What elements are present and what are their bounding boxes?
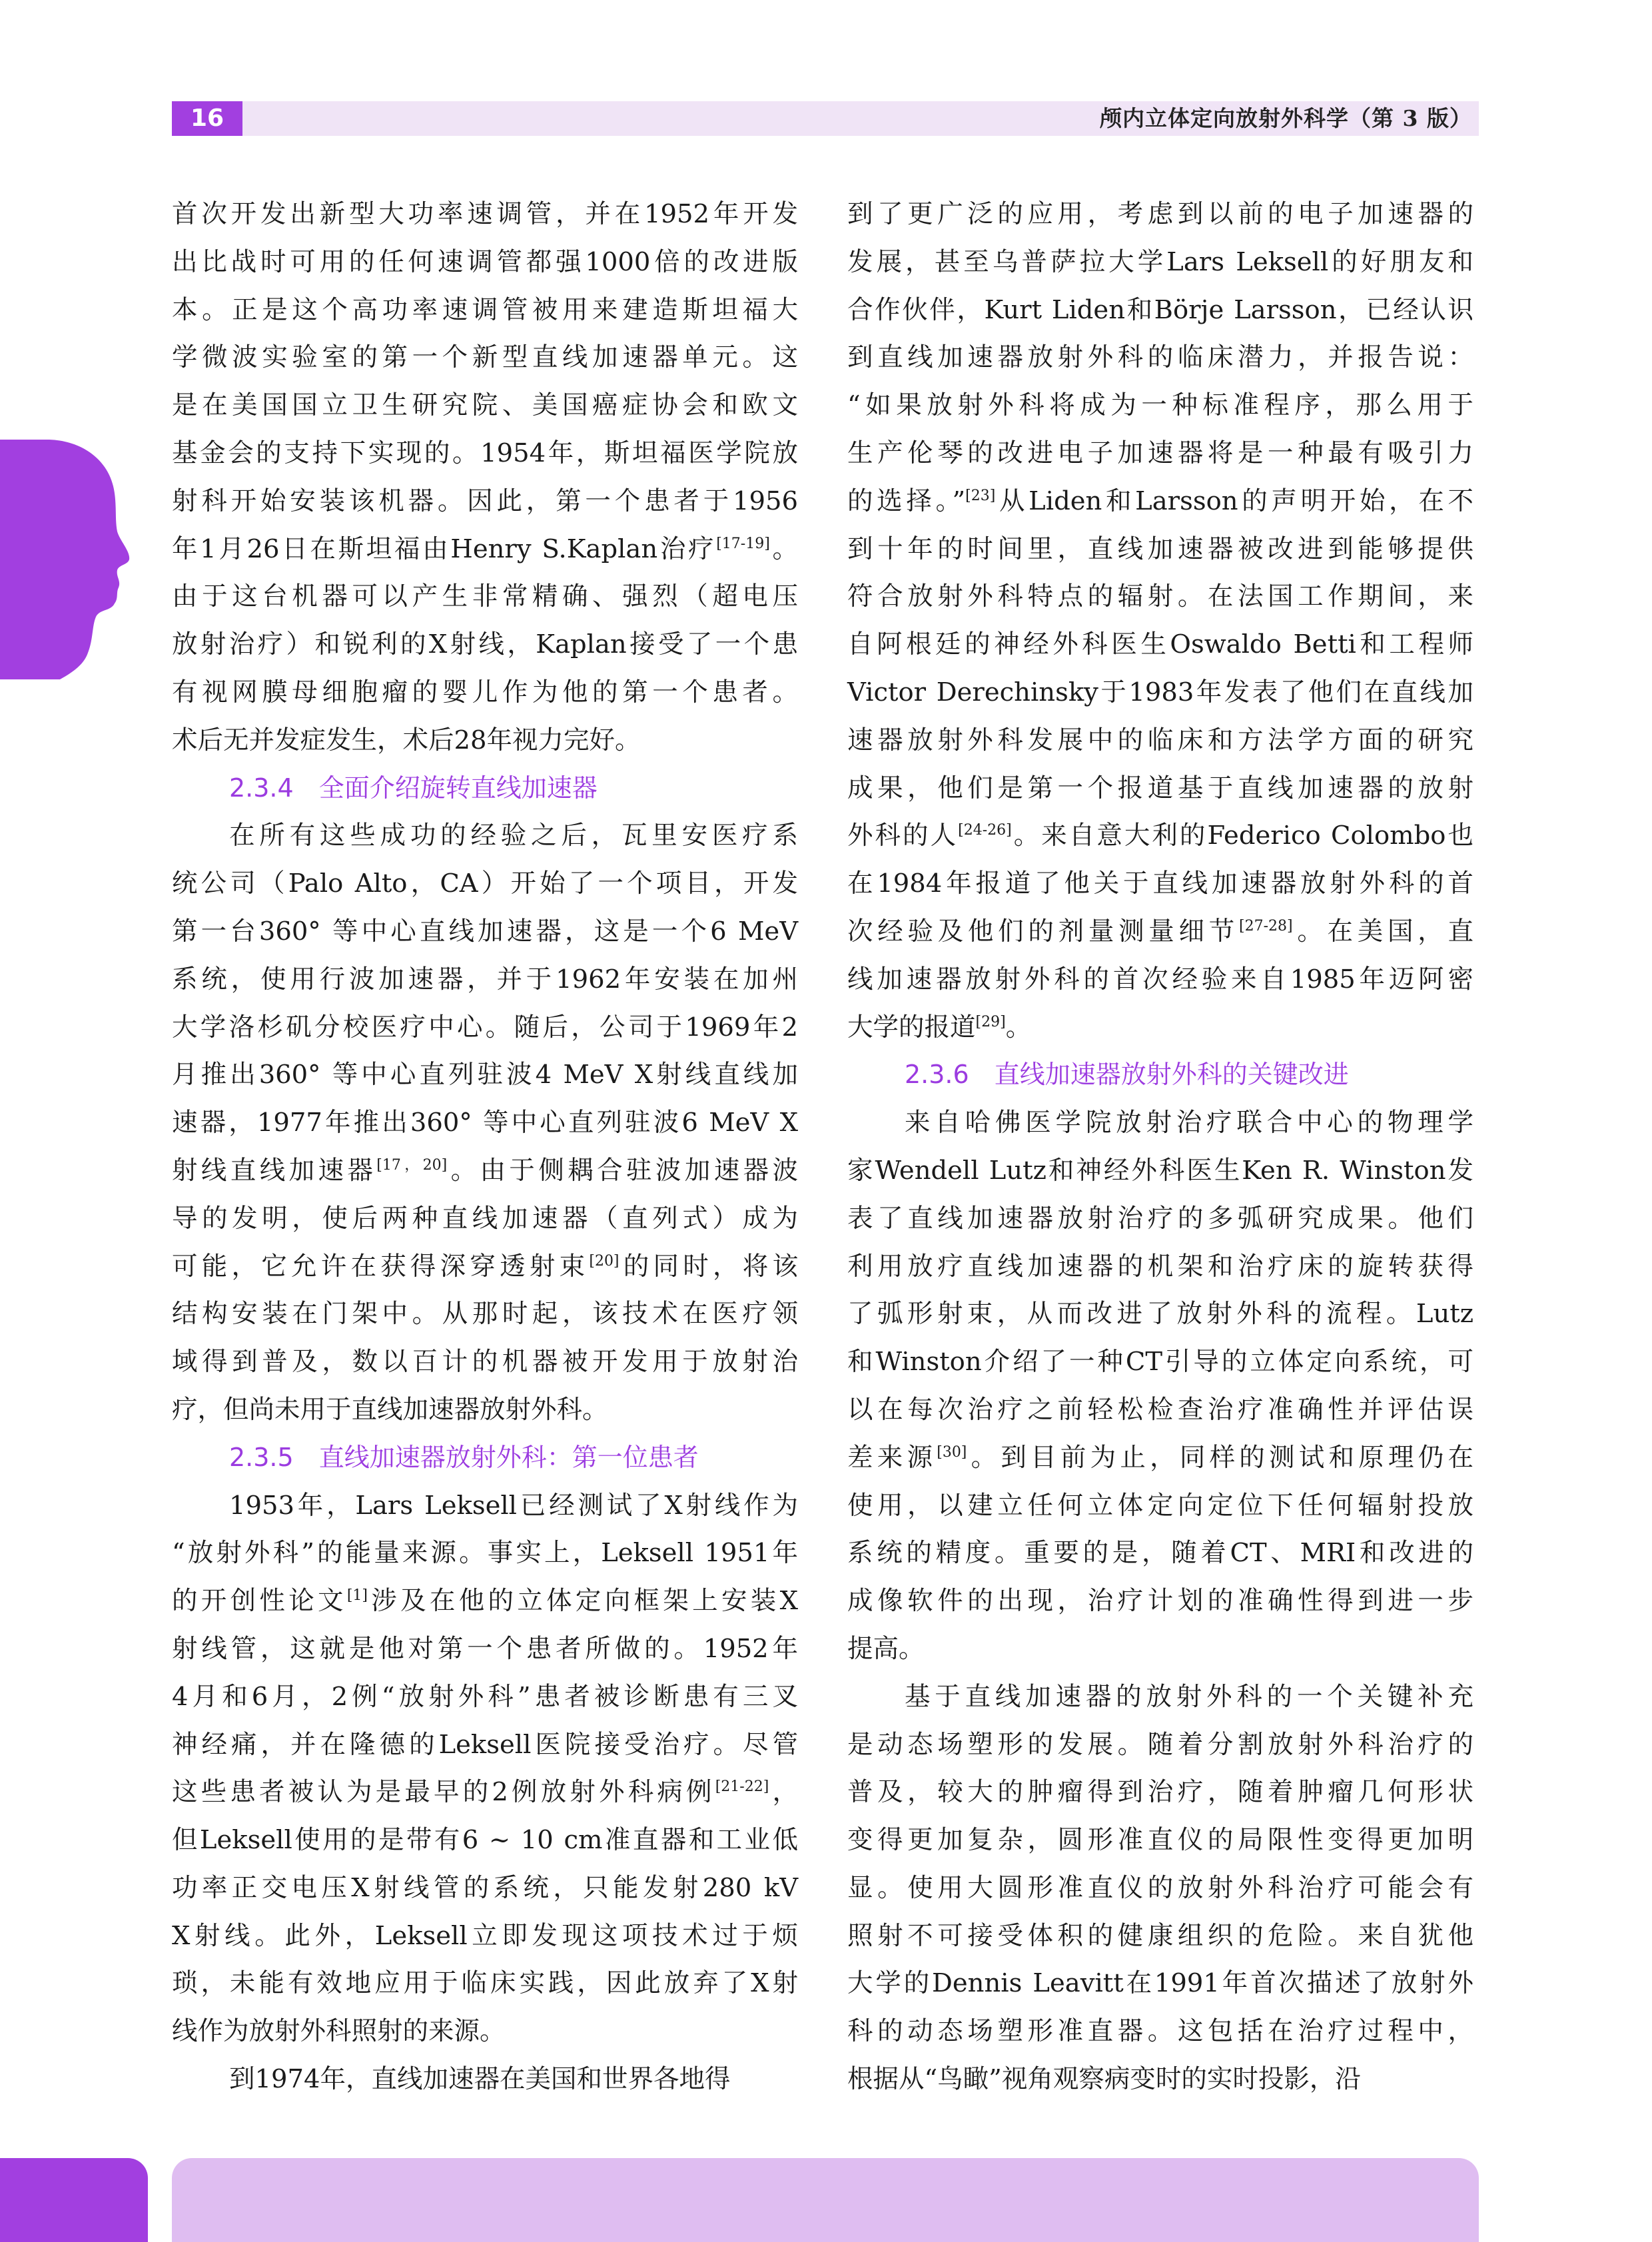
text-line: 基金会的支持下实现的。1954年，斯坦福医学院放 [172, 438, 798, 468]
text-line: 自阿根廷的神经外科医生Oswaldo Betti和工程师 [847, 629, 1473, 660]
citation-reference: [17，20] [376, 1157, 448, 1174]
citation-reference: [1] [346, 1587, 368, 1605]
footer-band [172, 2158, 1479, 2242]
section-heading: 2.3.6 直线加速器放射外科的关键改进 [905, 1060, 1349, 1090]
text-line: 生产伦琴的改进电子加速器将是一种最有吸引力 [847, 438, 1473, 468]
text-line: 有视网膜母细胞瘤的婴儿作为他的第一个患者。 [172, 677, 798, 707]
running-header-title: 颅内立体定向放射外科学（第 3 版） [1100, 105, 1472, 131]
text-line: Victor Derechinsky于1983年发表了他们在直线加 [847, 677, 1473, 707]
text-line: 合作伙伴，Kurt Liden和Börje Larsson，已经认识 [847, 294, 1473, 325]
page-number: 16 [172, 101, 242, 136]
text-segment: 。在美国，直 [1292, 916, 1473, 946]
text-line: 提高。 [847, 1633, 925, 1664]
footer-corner-block [0, 2158, 148, 2242]
left-text-column [172, 190, 798, 2103]
text-line: 射科开始安装该机器。因此，第一个患者于1956 [172, 486, 798, 516]
text-line [172, 1147, 798, 1195]
text-segment: 。到目前为止，同样的测试和原理仍在 [967, 1442, 1473, 1473]
text-line: 是动态场塑形的发展。随着分割放射外科治疗的 [847, 1729, 1473, 1760]
text-line: 疗，但尚未用于直线加速器放射外科。 [172, 1394, 608, 1425]
text-segment: 。由于侧耦合驻波加速器波 [447, 1155, 798, 1186]
text-segment: 可能，它允许在获得深穿透射束 [172, 1251, 590, 1282]
text-line: 符合放射外科特点的辐射。在法国工作期间，来 [847, 581, 1473, 612]
text-line [172, 1768, 798, 1816]
text-line: 和Winston介绍了一种CT引导的立体定向系统，可 [847, 1347, 1473, 1377]
text-line: 功率正交电压X射线管的系统，只能发射280 kV [172, 1872, 798, 1903]
text-segment: 次经验及他们的剂量测量细节 [847, 916, 1239, 946]
text-segment: 。 [1005, 1012, 1032, 1042]
text-line: 普及，较大的肿瘤得到治疗，随着肿瘤几何形状 [847, 1777, 1473, 1808]
text-line: 线作为放射外科照射的来源。 [172, 2016, 506, 2047]
text-segment: ， [769, 1777, 798, 1808]
text-line: 线加速器放射外科的首次经验来自1985年迈阿密 [847, 964, 1473, 994]
citation-reference: [27-28] [1239, 918, 1293, 935]
text-line: 到1974年，直线加速器在美国和世界各地得 [229, 2064, 731, 2095]
text-line: 首次开发出新型大功率速调管，并在1952年开发 [172, 199, 798, 229]
text-segment: 年1月26日在斯坦福由Henry S.Kaplan治疗 [172, 534, 717, 564]
human-head-silhouette-icon [0, 440, 133, 679]
text-line: “放射外科”的能量来源。事实上，Leksell 1951年 [172, 1538, 798, 1569]
text-line: 大学洛杉矶分校医疗中心。随后，公司于1969年2 [172, 1012, 798, 1042]
text-line: 到十年的时间里，直线加速器被改进到能够提供 [847, 534, 1473, 564]
text-segment: 外科的人 [847, 821, 959, 851]
text-line: 科的动态场塑形准直器。这包括在治疗过程中， [847, 2016, 1473, 2047]
citation-reference: [20] [589, 1252, 620, 1270]
text-line [172, 526, 798, 573]
text-line: 神经痛，并在隆德的Leksell医院接受治疗。尽管 [172, 1729, 798, 1760]
text-line: 在1984年报道了他关于直线加速器放射外科的首 [847, 869, 1473, 899]
text-line: 照射不可接受体积的健康组织的危险。来自犹他 [847, 1920, 1473, 1951]
citation-reference: [21-22] [715, 1778, 769, 1796]
text-line: 在所有这些成功的经验之后，瓦里安医疗系 [229, 821, 798, 851]
text-line [172, 1577, 798, 1625]
text-line: X射线。此外，Leksell立即发现这项技术过于烦 [172, 1920, 798, 1951]
citation-reference: [29] [975, 1013, 1006, 1030]
text-line: 月推出360° 等中心直列驻波4 MeV X射线直线加 [172, 1060, 798, 1090]
text-segment: 差来源 [847, 1442, 937, 1473]
text-line: 利用放疗直线加速器的机架和治疗床的旋转获得 [847, 1251, 1473, 1282]
text-line: 放射治疗）和锐利的X射线，Kaplan接受了一个患 [172, 629, 798, 660]
text-line: 到直线加速器放射外科的临床潜力，并报告说： [847, 342, 1473, 373]
text-line: 琐，未能有效地应用于临床实践，因此放弃了X射 [172, 1968, 798, 1999]
text-segment: 大学的报道 [847, 1012, 976, 1042]
citation-reference: [23] [965, 487, 996, 504]
text-line: 显。使用大圆形准直仪的放射外科治疗可能会有 [847, 1872, 1473, 1903]
text-line: 出比战时可用的任何速调管都强1000倍的改进版 [172, 246, 798, 277]
text-line: 速器放射外科发展中的临床和方法学方面的研究 [847, 725, 1473, 755]
text-line: “如果放射外科将成为一种标准程序，那么用于 [847, 390, 1473, 421]
text-line: 第一台360° 等中心直线加速器，这是一个6 MeV [172, 916, 798, 946]
text-line: 射线管，这就是他对第一个患者所做的。1952年 [172, 1633, 798, 1664]
text-line: 使用，以建立任何立体定向定位下任何辐射投放 [847, 1490, 1473, 1521]
section-heading: 2.3.4 全面介绍旋转直线加速器 [229, 773, 598, 803]
text-segment: 射线直线加速器 [172, 1155, 377, 1186]
text-segment: 从Liden和Larsson的声明开始，在不 [995, 486, 1473, 516]
text-line: 系统的精度。重要的是，随着CT、MRI和改进的 [847, 1538, 1473, 1569]
text-line: 由于这台机器可以产生非常精确、强烈（超电压 [172, 581, 798, 612]
text-line: 大学的Dennis Leavitt在1991年首次描述了放射外 [847, 1968, 1473, 1999]
citation-reference: [17-19] [716, 535, 770, 552]
text-segment: 这些患者被认为是最早的2例放射外科病例 [172, 1777, 715, 1808]
text-line: 结构安装在门架中。从那时起，该技术在医疗领 [172, 1299, 798, 1329]
text-line: 术后无并发症发生，术后28年视力完好。 [172, 725, 641, 755]
text-line: 根据从“鸟瞰”视角观察病变时的实时投影，沿 [847, 2064, 1361, 2095]
text-line: 到了更广泛的应用，考虑到以前的电子加速器的 [847, 199, 1473, 229]
text-line: 域得到普及，数以百计的机器被开发用于放射治 [172, 1347, 798, 1377]
text-line: 系统，使用行波加速器，并于1962年安装在加州 [172, 964, 798, 994]
text-line: 家Wendell Lutz和神经外科医生Ken R. Winston发 [847, 1155, 1473, 1186]
text-line: 了弧形射束，从而改进了放射外科的流程。Lutz [847, 1299, 1473, 1329]
right-text-column [847, 190, 1473, 2103]
text-segment: 涉及在他的立体定向框架上安装X [368, 1586, 798, 1617]
text-line: 导的发明，使后两种直线加速器（直列式）成为 [172, 1203, 798, 1234]
text-segment: 。来自意大利的Federico Colombo也 [1011, 821, 1473, 851]
citation-reference: [24-26] [958, 822, 1012, 839]
text-line: 来自哈佛医学院放射治疗联合中心的物理学 [905, 1108, 1473, 1138]
text-segment: 的同时，将该 [619, 1251, 798, 1282]
text-line: 但Leksell使用的是带有6 ~ 10 cm准直器和工业低 [172, 1825, 798, 1856]
text-line: 是在美国国立卫生研究院、美国癌症协会和欧文 [172, 390, 798, 421]
text-line [172, 1243, 798, 1291]
text-segment: 的开创性论文 [172, 1586, 347, 1617]
text-segment: 的选择。” [847, 486, 966, 516]
text-line [847, 478, 1473, 526]
text-line: 发展，甚至乌普萨拉大学Lars Leksell的好朋友和 [847, 246, 1473, 277]
text-line [847, 1004, 1473, 1052]
text-line: 成像软件的出现，治疗计划的准确性得到进一步 [847, 1586, 1473, 1617]
section-heading: 2.3.5 直线加速器放射外科：第一位患者 [229, 1442, 699, 1472]
text-line: 成果，他们是第一个报道基于直线加速器的放射 [847, 773, 1473, 803]
text-line [847, 1434, 1473, 1482]
text-line: 基于直线加速器的放射外科的一个关键补充 [905, 1681, 1473, 1712]
text-line [847, 812, 1473, 860]
text-line: 本。正是这个高功率速调管被用来建造斯坦福大 [172, 294, 798, 325]
text-line: 1953年，Lars Leksell已经测试了X射线作为 [229, 1490, 798, 1521]
text-line: 速器，1977年推出360° 等中心直列驻波6 MeV X [172, 1108, 798, 1138]
text-line: 统公司（Palo Alto，CA）开始了一个项目，开发 [172, 869, 798, 899]
text-line: 以在每次治疗之前轻松检查治疗准确性并评估误 [847, 1394, 1473, 1425]
text-line: 变得更加复杂，圆形准直仪的局限性变得更加明 [847, 1825, 1473, 1856]
text-line: 表了直线加速器放射治疗的多弧研究成果。他们 [847, 1203, 1473, 1234]
text-line [847, 908, 1473, 956]
text-line: 学微波实验室的第一个新型直线加速器单元。这 [172, 342, 798, 373]
text-line: 4月和6月，2例“放射外科”患者被诊断患有三叉 [172, 1681, 798, 1712]
text-segment: 。 [769, 534, 798, 564]
citation-reference: [30] [937, 1443, 967, 1461]
